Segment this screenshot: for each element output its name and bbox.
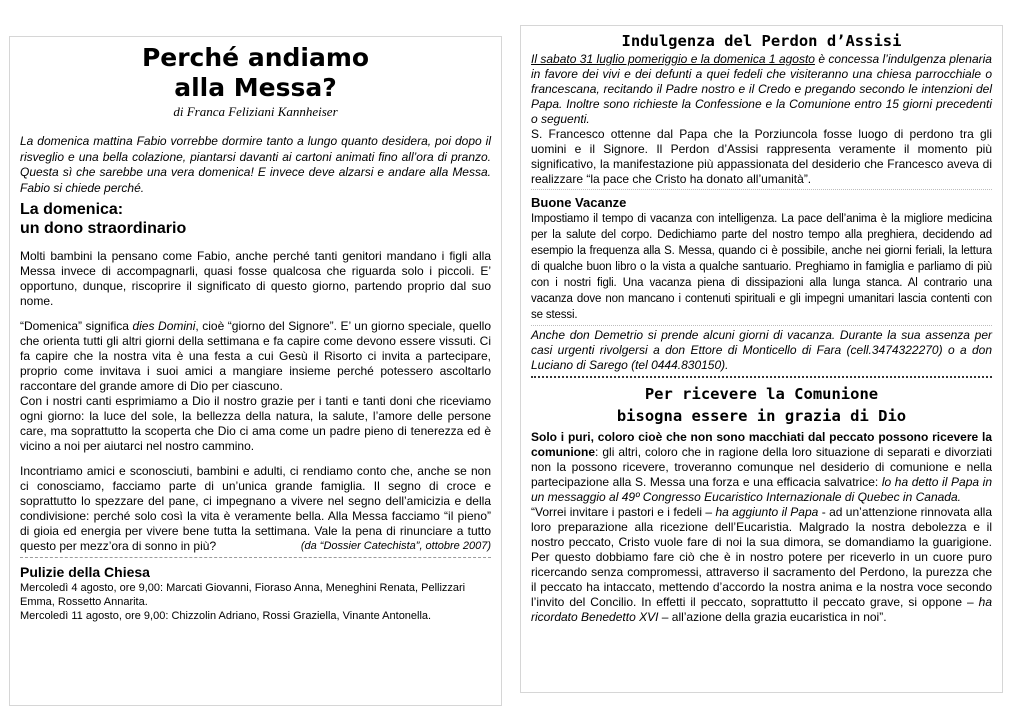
article-paragraph-1: Molti bambini la pensano come Fabio, anche perché tanti genitori mandano i figli alla Messa invece di accompagnarli, quasi fosse qualcosa che riguarda solo i piccoli. E’ opportuno, dunque, riscoprire il significato di questo giorno, partendo proprio dal suo nome. — [20, 249, 491, 308]
vacation-heading: Buone Vacanze — [531, 195, 627, 210]
divider — [531, 325, 992, 326]
communion-aside-2: ha ricordato Benedetto XVI — [531, 595, 992, 624]
communion-text-1: : gli altri, coloro che in ragione della loro situazione di separati e divorziati non la possono ricevere, troveranno comunque nel desiderio di comunione e nella partecipazione alla S. Messa una forza e una efficacia salvatrice: — [531, 445, 992, 489]
indulgence-date: Il sabato 31 luglio pomeriggio e la domenica 1 agosto — [531, 52, 815, 66]
divider — [531, 376, 992, 378]
divider — [531, 189, 992, 190]
indulgence-heading: Indulgenza del Perdon d’Assisi — [621, 32, 902, 50]
cleaning-schedule-2: Mercoledì 11 agosto, ore 9,00: Chizzolin Adriano, Rossi Graziella, Vinante Antonella. — [20, 610, 432, 622]
communion-paragraph-1 — [531, 430, 992, 505]
communion-heading — [531, 383, 992, 427]
section-heading — [20, 200, 491, 238]
cleaning-schedule-1: Mercoledì 4 agosto, ore 9,00: Marcati Giovanni, Fioraso Anna, Meneghini Renata, Pellizzari Emma, Rossetto Annarita. — [20, 582, 466, 608]
communion-heading-line2: bisogna essere in grazia di Dio — [616, 407, 907, 425]
section-heading-line2: un dono straordinario — [20, 220, 187, 237]
section-heading-line1: La domenica: — [20, 201, 124, 218]
left-page-panel — [9, 36, 502, 706]
indulgence-paragraph — [531, 52, 992, 127]
article-title-line1: Perché andiamo — [141, 43, 370, 72]
article-paragraph-3: Con i nostri canti esprimiamo a Dio il nostro grazie per i tanti e tanti doni che riceviamo ogni giorno: la luce del sole, la bellezza della natura, la salute, l’amore delle persone care, ma soprattutto la scoperta che Dio ci ama come un padre pieno di tenerezza ed è vicino a noi per aiutarci nel nostro cammino. — [20, 394, 491, 453]
vacation-paragraph: Impostiamo il tempo di vacanza con intelligenza. La pace dell’anima è la migliore medicina per la salute del corpo. Dedichiamo parte del nostro tempo alla preghiera, decidendo ad esempio la frequenza alla S. Messa, quando ci è possibile, anche nei giorni feriali, la lettura di qualche buon libro o la vista a qualche santuario. Preghiamo in famiglia e parliamo di più con i nostri figli. Una vacanza piena di dissipazioni alla lunga stanca. Al contrario una vacanza dove non mancano i contenuti spirituali e gli impegni umanitari lascia contenti con se stessi. — [531, 213, 992, 321]
article-paragraph-2 — [20, 319, 491, 394]
divider — [20, 557, 491, 558]
article-byline: di Franca Feliziani Kannheiser — [173, 104, 338, 119]
para4-text: Incontriamo amici e sconosciuti, bambini e adulti, ci rendiamo conto che, anche se non ci conosciamo, facciamo parte di un’unica grande famiglia. Il segno di croce e soprattutto lo spezzare del pane, ci impegnano a vivere nel segno dell’amicizia e della condivisione: perché solo così la vita è veramente bella. Alla Messa facciamo “il pieno” di gioia ed energia per vivere bene tutta la settimana. Vale la pena di rinunciare a tutto questo per mezz’ora di sonno in più? — [20, 464, 491, 553]
communion-heading-line1: Per ricevere la Comunione — [644, 385, 879, 403]
communion-quote-source: lo ha detto il Papa in un messaggio al 49º Congresso Eucaristico Internazionale di Quebec in Canada. — [531, 475, 992, 504]
right-page-panel — [520, 25, 1003, 693]
indulgence-text: è concessa l’indulgenza plenaria in favore dei vivi e dei defunti a quei fedeli che visiteranno una chiesa parrocchiale o francescana, recitando il Padre nostro e il Credo e pregando secondo le intenzioni del Papa. Inoltre sono richieste la Confessione e la Comunione entro 15 giorni precedenti o seguenti. — [531, 52, 992, 126]
communion-paragraph-2 — [531, 505, 992, 625]
communion-text-4: – all’azione della grazia eucaristica in noi”. — [658, 610, 887, 624]
communion-aside-1: ha aggiunto il Papa — [715, 505, 819, 519]
para2-text-a: “Domenica” significa — [20, 319, 133, 333]
para2-latin-term: dies Domini — [132, 319, 196, 333]
article-title — [20, 43, 491, 103]
article-citation: (da “Dossier Catechista”, ottobre 2007) — [300, 540, 491, 552]
pastor-absence-notice: Anche don Demetrio si prende alcuni giorni di vacanza. Durante la sua assenza per casi urgenti rivolgersi a don Ettore di Monticello di Fara (cell.3474322270) o a don Luciano di Sarego (tel 0444.830150). — [531, 328, 992, 372]
article-title-line2: alla Messa? — [174, 73, 337, 102]
article-paragraph-4 — [20, 464, 491, 554]
communion-lead: Solo i puri, coloro cioè che non sono macchiati dal peccato possono ricevere la comunione — [531, 430, 992, 459]
communion-text-2: “Vorrei invitare i pastori e i fedeli – — [531, 505, 716, 519]
communion-text-3: - ad un’attenzione rinnovata alla loro preparazione alla ricezione dell’Eucaristia. Malgrado la nostra debolezza e il nostro peccato, Cristo vuole fare di noi la sua dimora, se domandiamo la guarigione. Per questo dobbiamo fare ciò che è in nostro potere per riceverlo in un cuore puro ricercando senza compromessi, attraverso il sacramento del Perdono, la purezza che il peccato ha intaccato, mettendo d’accordo la nostra anima e la nostra voce secondo l’invito del Concilio. In effetti il peccato, soprattutto il peccato grave, si oppone – — [531, 505, 992, 609]
para2-text-b: , cioè “giorno del Signore”. E’ un giorno speciale, quello che orienta tutti gli altri giorni della settimana e fa capire come devono essere vissuti. Ci fa capire che la nostra vita è una festa a cui Gesù il Risorto ci invita a partecipare, proprio come invitava i suoi amici a mangiare insieme perché potessero ascoltarlo raccontare del grande amore di Dio per ciascuno. — [20, 319, 491, 393]
francis-paragraph: S. Francesco ottenne dal Papa che la Porziuncola fosse luogo di perdono tra gli uomini e il Signore. Il Perdon d’Assisi rappresenta veramente il momento più significativo, la manifestazione più appassionata del desiderio che Francesco aveva di realizzare “la pace che Cristo ha donato all’umanità”. — [531, 127, 992, 186]
article-intro: La domenica mattina Fabio vorrebbe dormire tanto a lungo quanto desidera, poi dopo il risveglio e una bella colazione, piantarsi davanti ai cartoni animati fino all’ora di pranzo. Questa sì che sarebbe una vera domenica! E invece deve alzarsi e andare alla Messa. Fabio si chiede perché. — [20, 134, 491, 195]
cleaning-heading: Pulizie della Chiesa — [20, 564, 150, 580]
